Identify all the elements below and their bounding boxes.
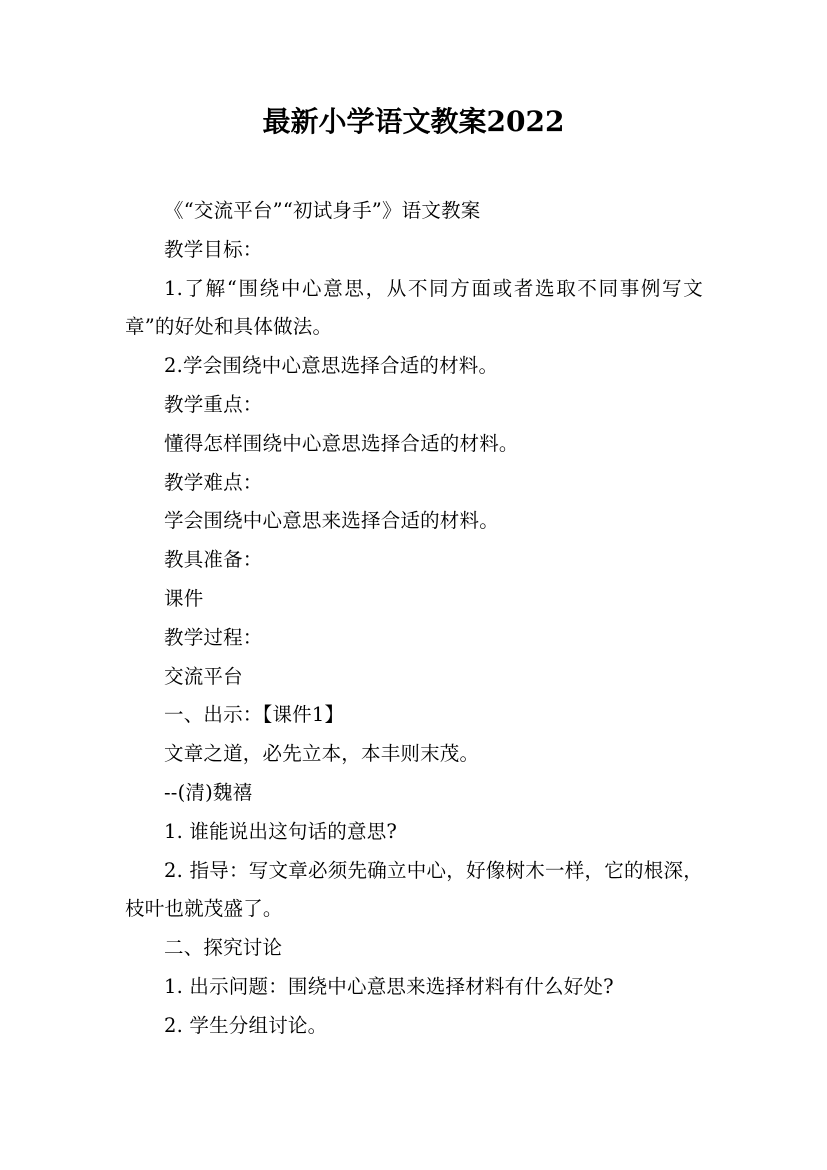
document-body (125, 192, 703, 1046)
paragraph-section-2: 二、探究讨论 (164, 936, 283, 960)
paragraph-objective-1: 1.了解“围绕中心意思，从不同方面或者选取不同事例写文章”的好处和具体做法。 (125, 276, 703, 339)
paragraph-process-label: 教学过程： (164, 625, 263, 649)
paragraph-section-1: 一、出示：【课件1】 (164, 703, 345, 727)
paragraph-lesson-heading: 《“交流平台”“初试身手”》语文教案 (164, 199, 481, 222)
paragraph-guidance: 2. 指导：写文章必须先确立中心，好像树木一样，它的根深，枝叶也就茂盛了。 (125, 858, 703, 921)
document-title: 最新小学语文教案2022 (262, 105, 565, 138)
paragraph-materials-label: 教具准备： (164, 548, 263, 572)
paragraph-difficulties: 学会围绕中心意思来选择合适的材料。 (164, 509, 499, 533)
paragraph-key-points: 懂得怎样围绕中心意思选择合适的材料。 (164, 431, 519, 455)
paragraph-exchange-platform: 交流平台 (164, 664, 243, 688)
paragraph-materials: 课件 (164, 586, 204, 610)
paragraph-difficulties-label: 教学难点： (164, 470, 263, 494)
paragraph-objective-2: 2.学会围绕中心意思选择合适的材料。 (164, 354, 499, 378)
paragraph-key-points-label: 教学重点： (164, 392, 263, 416)
paragraph-group-discussion: 2. 学生分组讨论。 (164, 1013, 328, 1037)
paragraph-quote-author: --(清)魏禧 (164, 780, 253, 804)
paragraph-question-1: 1. 谁能说出这句话的意思? (164, 819, 398, 843)
paragraph-quote: 文章之道，必先立本，本丰则末茂。 (164, 742, 480, 766)
paragraph-objectives-label: 教学目标： (164, 237, 263, 261)
paragraph-discussion-question: 1. 出示问题：围绕中心意思来选择材料有什么好处? (164, 974, 614, 998)
